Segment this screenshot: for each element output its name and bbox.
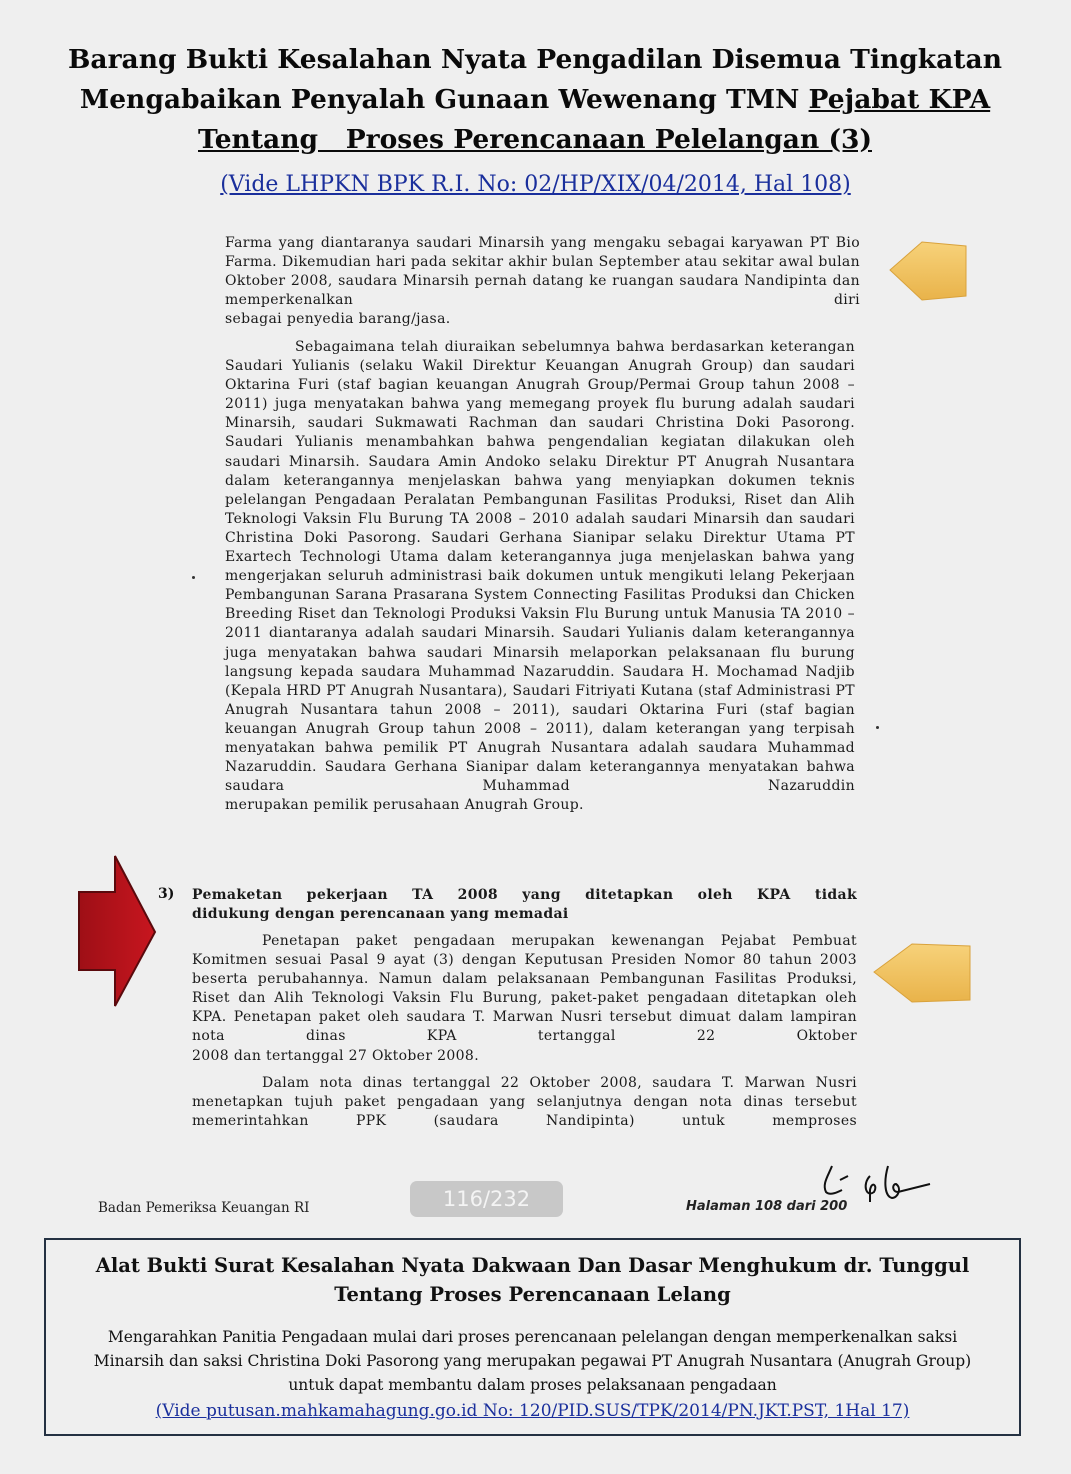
scan-paragraph-1: [225, 234, 860, 329]
signature-icon: [818, 1162, 933, 1204]
scan-paragraph-1-last: sebagai penyedia barang/jasa.: [225, 311, 451, 328]
evidence-box-body-line-3: untuk dapat membantu dalam proses pelaksanaan pengadaan: [288, 1376, 777, 1394]
evidence-box-body: [56, 1325, 1009, 1397]
yellow-arrow-icon: [888, 238, 968, 302]
evidence-box-title-line-2: Tentang Proses Perencanaan Lelang: [334, 1283, 731, 1306]
scan-paragraph-2: [225, 338, 855, 815]
footer-agency: Badan Pemeriksa Keuangan RI: [98, 1200, 310, 1216]
scanned-document: [150, 228, 870, 1218]
scan-paragraph-2-text: Sebagaimana telah diuraikan sebelumnya bahwa berdasarkan keterangan Saudari Yulianis (selaku Wakil Direktur Keuangan Anugrah Group) dan saudari Oktarina Furi (staf bagian keuangan Anugrah Group/Permai Group tahun 2008 – 2011) juga menyatakan bahwa yang memegang proyek flu burung adalah saudari Minarsih, saudari Sukmawati Rachman dan saudari Christina Doki Pasorong. Saudari Yulianis menambahkan bahwa pengendalian kegiatan dilakukan oleh saudari Minarsih. Saudara Amin Andoko selaku Direktur PT Anugrah Nusantara dalam keterangannya menjelaskan bahwa yang menyiapkan dokumen teknis pelelangan Pengadaan Peralatan Pembangunan Fasilitas Produksi, Riset dan Alih Teknologi Vaksin Flu Burung TA 2008 – 2010 adalah saudari Minarsih dan saudari Christina Doki Pasorong. Saudari Gerhana Sianipar selaku Direktur Utama PT Exartech Technologi Utama dalam keterangannya juga menjelaskan bahwa yang mengerjakan seluruh administrasi baik dokumen untuk mengikuti lelang Pekerjaan Pembangunan Sarana Prasarana System Connecting Fasilitas Produksi dan Chicken Breeding Riset dan Teknologi Produksi Vaksin Flu Burung untuk Manusia TA 2010 – 2011 diantaranya adalah saudari Minarsih. Saudari Yulianis dalam keterangannya juga menyatakan bahwa saudari Minarsih melaporkan pelaksanaan flu burung langsung kepada saudara Muhammad Nazaruddin. Saudara H. Mochamad Nadjib (Kepala HRD PT Anugrah Nusantara), Saudari Fitriyati Kutana (staf Administrasi PT Anugrah Nusantara tahun 2008 – 2011), saudari Oktarina Furi (staf bagian keuangan Anugrah Group tahun 2008 – 2011), dalam keterangan yang terpisah menyatakan bahwa pemilik PT Anugrah Nusantara adalah saudara Muhammad Nazaruddin. Saudara Gerhana Sianipar dalam keterangannya menyatakan bahwa saudara Muhammad Nazaruddin: [225, 339, 855, 795]
yellow-arrow-icon: [872, 940, 972, 1004]
footer-page-number: Halaman 108 dari 200: [686, 1199, 848, 1214]
page-counter: 116/232: [410, 1181, 563, 1217]
vide-reference-link[interactable]: (Vide LHPKN BPK R.I. No: 02/HP/XIX/04/2014, Hal 108): [220, 172, 851, 197]
scan-paragraph-1-text: Farma yang diantaranya saudari Minarsih yang mengaku sebagai karyawan PT Bio Farma. Dikemudian hari pada sekitar akhir bulan September atau sekitar awal bulan Oktober 2008, saudara Minarsih pernah datang ke ruangan saudara Nandipinta dan memperkenalkan diri: [225, 235, 860, 309]
section-heading-last: didukung dengan perencanaan yang memadai: [192, 906, 569, 923]
title-line-3: Tentang Proses Perencanaan Pelelangan (3): [198, 124, 872, 155]
title-line-2-b: Pejabat KPA: [808, 84, 991, 115]
scan-paragraph-3-last: 2008 dan tertanggal 27 Oktober 2008.: [192, 1047, 479, 1064]
scan-speck: [192, 576, 195, 579]
scan-paragraph-3: [192, 932, 857, 1066]
evidence-box: [44, 1238, 1021, 1436]
evidence-box-title-line-1: Alat Bukti Surat Kesalahan Nyata Dakwaan Dan Dasar Menghukum dr. Tunggul: [95, 1254, 970, 1277]
title-line-1: Barang Bukti Kesalahan Nyata Pengadilan Disemua Tingkatan: [68, 44, 1002, 75]
page-title: [40, 40, 1030, 160]
scan-paragraph-2-last: merupakan pemilik perusahaan Anugrah Group.: [225, 797, 584, 814]
scan-paragraph-3-text: Penetapan paket pengadaan merupakan kewenangan Pejabat Pembuat Komitmen sesuai Pasal 9 ayat (3) dengan Keputusan Presiden Nomor 80 tahun 2003 beserta perubahannya. Namun dalam pelaksanaan Pembangunan Fasilitas Produksi, Riset dan Alih Teknologi Vaksin Flu Burung, paket-paket pengadaan ditetapkan oleh KPA. Penetapan paket oleh saudara T. Marwan Nusri tersebut dimuat dalam lampiran nota dinas KPA tertanggal 22 Oktober: [192, 933, 857, 1045]
red-arrow-icon: [77, 854, 157, 1009]
evidence-box-body-line-1: Mengarahkan Panitia Pengadaan mulai dari proses perencanaan pelelangan dengan memperkenalkan saksi: [107, 1328, 958, 1346]
evidence-box-link[interactable]: (Vide putusan.mahkamahagung.go.id No: 120/PID.SUS/TPK/2014/PN.JKT.PST, 1Hal 17): [155, 1401, 910, 1421]
scan-paragraph-4: [192, 1074, 857, 1131]
scan-speck: [876, 726, 879, 729]
title-line-2-a: Mengabaikan Penyalah Gunaan Wewenang TMN: [79, 84, 809, 115]
evidence-box-body-line-2: Minarsih dan saksi Christina Doki Pasorong yang merupakan pegawai PT Anugrah Nusantara (Anugrah Group): [93, 1352, 972, 1370]
title-line-2: [40, 80, 1030, 120]
section-number: 3): [158, 886, 175, 902]
section-heading: [192, 886, 857, 924]
scan-paragraph-4-text: Dalam nota dinas tertanggal 22 Oktober 2008, saudara T. Marwan Nusri menetapkan tujuh paket pengadaan yang selanjutnya dengan nota dinas tersebut memerintahkan PPK (saudara Nandipinta) untuk memproses: [192, 1075, 857, 1130]
section-heading-text: Pemaketan pekerjaan TA 2008 yang ditetapkan oleh KPA tidak: [192, 887, 857, 903]
evidence-box-title: [46, 1251, 1019, 1309]
